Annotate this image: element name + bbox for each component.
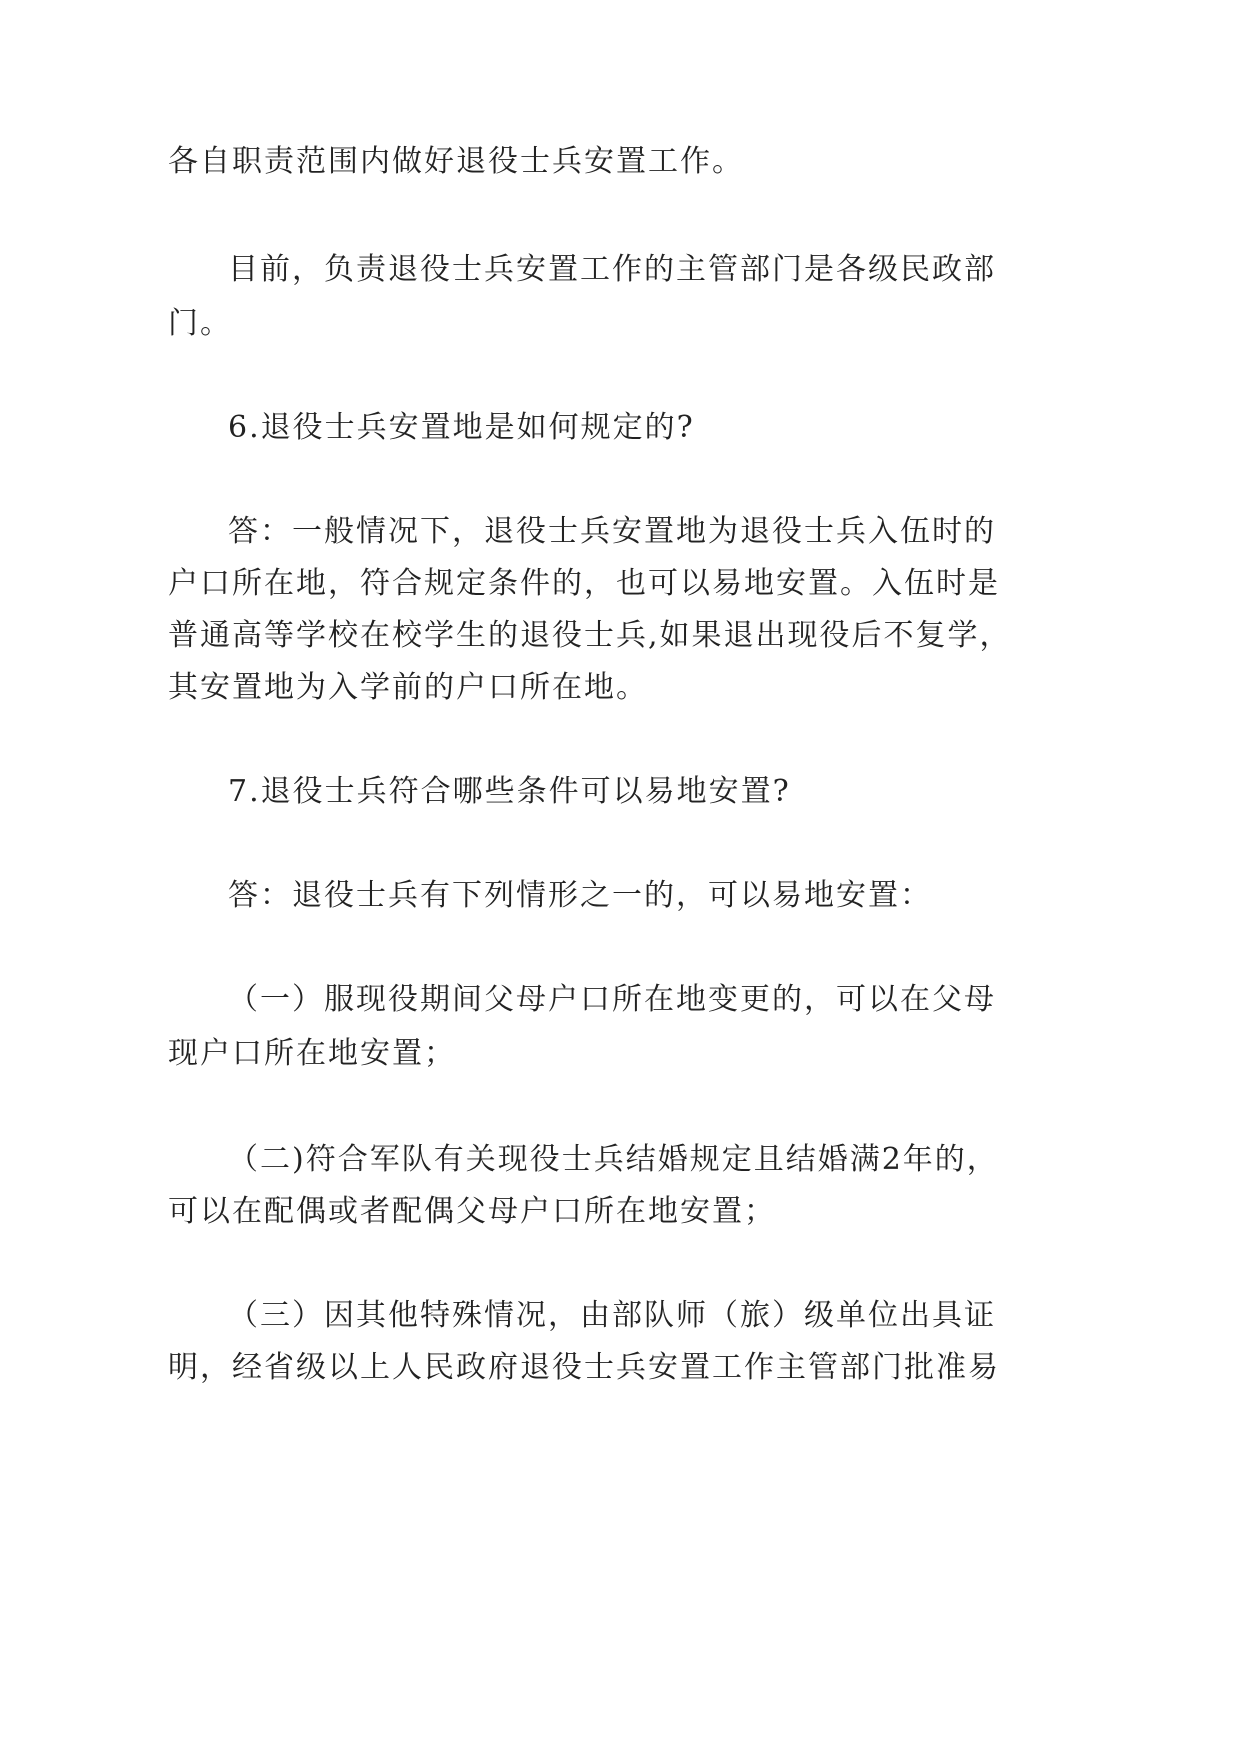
text-line: 各自职责范围内做好退役士兵安置工作。 [168,144,744,179]
question-heading: 7.退役士兵符合哪些条件可以易地安置? [228,774,791,809]
text-line: 目前，负责退役士兵安置工作的主管部门是各级民政部 [228,252,996,287]
text-line: （二)符合军队有关现役士兵结婚规定且结婚满2年的， [228,1142,999,1177]
text-line: 门。 [168,306,232,341]
question-heading: 6.退役士兵安置地是如何规定的? [228,410,695,445]
text-line: 其安置地为入学前的户口所在地。 [168,670,648,705]
text-line: 可以在配偶或者配偶父母户口所在地安置； [168,1194,776,1229]
text-line: 户口所在地，符合规定条件的，也可以易地安置。入伍时是 [168,566,1000,601]
text-line: 明，经省级以上人民政府退役士兵安置工作主管部门批准易 [168,1350,1000,1385]
text-line: （一）服现役期间父母户口所在地变更的，可以在父母 [228,982,996,1017]
text-line: 答：退役士兵有下列情形之一的，可以易地安置： [228,878,932,913]
text-line: 现户口所在地安置； [168,1036,456,1071]
text-line: （三）因其他特殊情况，由部队师（旅）级单位出具证 [228,1298,996,1333]
text-line: 答：一般情况下，退役士兵安置地为退役士兵入伍时的 [228,514,996,549]
text-line: 普通高等学校在校学生的退役士兵,如果退出现役后不复学， [168,618,1012,653]
